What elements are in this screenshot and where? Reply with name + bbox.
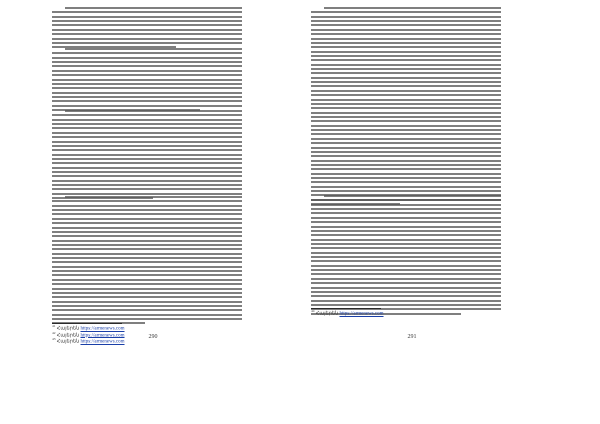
text-line — [311, 64, 501, 66]
text-line — [52, 29, 242, 31]
text-line — [311, 85, 501, 87]
text-line — [311, 59, 501, 61]
text-line — [311, 168, 501, 170]
text-line — [52, 175, 242, 177]
footnote-prefix: Հայերեն — [55, 339, 81, 345]
text-line — [311, 291, 501, 293]
footnote-prefix: Հայերեն — [55, 333, 81, 339]
text-line — [311, 155, 501, 157]
text-line — [311, 107, 501, 109]
text-line — [52, 38, 242, 40]
footnote-link[interactable]: https://armenews.com — [80, 333, 125, 339]
footnote-marker: 43 — [52, 337, 56, 341]
text-line — [52, 296, 242, 298]
text-line — [324, 195, 501, 197]
text-line — [52, 292, 242, 294]
text-line — [52, 213, 242, 215]
text-line — [311, 55, 501, 57]
text-line — [52, 240, 242, 242]
text-line — [52, 119, 242, 121]
text-line — [52, 87, 242, 89]
text-line — [311, 81, 501, 83]
text-line — [52, 114, 242, 116]
text-line — [311, 256, 501, 258]
text-line — [311, 24, 501, 26]
right-page-paragraph — [311, 195, 501, 317]
text-line — [52, 96, 242, 98]
text-line — [65, 7, 242, 9]
text-line — [311, 273, 501, 275]
text-line — [52, 16, 242, 18]
text-line — [311, 230, 501, 232]
text-line — [311, 112, 501, 114]
text-line — [311, 51, 501, 53]
text-line — [311, 38, 501, 40]
text-line — [52, 61, 242, 63]
text-line — [311, 125, 501, 127]
text-line — [311, 278, 501, 280]
footnote-separator — [311, 308, 381, 309]
text-line — [52, 261, 242, 263]
text-line — [311, 116, 501, 118]
text-line — [52, 105, 242, 107]
text-line — [311, 295, 501, 297]
text-line — [52, 145, 242, 147]
footnote — [311, 311, 384, 318]
text-line — [52, 227, 242, 229]
text-line — [311, 46, 501, 48]
text-line — [311, 177, 501, 179]
text-line — [311, 239, 501, 241]
text-line — [311, 269, 501, 271]
text-line — [52, 314, 242, 316]
text-line — [52, 70, 242, 72]
text-line — [311, 142, 501, 144]
text-line — [311, 234, 501, 236]
text-line — [311, 186, 501, 188]
text-line — [324, 7, 501, 9]
text-line — [52, 288, 242, 290]
text-line — [311, 212, 501, 214]
left-page-paragraph — [52, 196, 242, 327]
text-line — [311, 160, 501, 162]
text-line — [52, 283, 242, 285]
text-line — [311, 217, 501, 219]
text-line — [52, 83, 242, 85]
text-line — [52, 184, 242, 186]
text-line — [52, 231, 242, 233]
text-line — [52, 180, 242, 182]
text-line — [52, 270, 242, 272]
text-line — [65, 196, 242, 198]
text-line — [311, 147, 501, 149]
left-page-paragraph — [52, 48, 242, 113]
footnote — [52, 339, 125, 346]
text-line — [52, 141, 242, 143]
footnote-marker: 44 — [311, 309, 315, 313]
text-line — [52, 42, 242, 44]
text-line — [52, 162, 242, 164]
text-line — [311, 72, 501, 74]
footnote-link[interactable]: https://armenews.com — [80, 339, 125, 345]
text-line — [311, 221, 501, 223]
text-line — [52, 218, 242, 220]
text-line — [65, 110, 242, 112]
footnote-prefix: Հայերեն — [55, 326, 81, 332]
text-line — [311, 129, 501, 131]
text-line — [311, 20, 501, 22]
text-line — [52, 79, 242, 81]
text-line — [52, 305, 242, 307]
text-line — [52, 11, 242, 13]
text-line — [52, 309, 242, 311]
text-line — [52, 136, 242, 138]
text-line — [52, 274, 242, 276]
text-line — [52, 235, 242, 237]
text-line — [311, 300, 501, 302]
text-line — [52, 74, 242, 76]
footnote-link[interactable]: https://armenews.com — [80, 326, 125, 332]
text-line — [52, 193, 242, 195]
text-line — [311, 208, 501, 210]
text-line — [311, 247, 501, 249]
footnote-link[interactable]: https://armenews.com — [339, 311, 384, 317]
text-line — [311, 68, 501, 70]
text-line — [52, 205, 242, 207]
text-line — [311, 29, 501, 31]
text-line — [311, 77, 501, 79]
text-line — [52, 123, 242, 125]
text-line — [52, 209, 242, 211]
text-line — [52, 318, 242, 320]
page-number: 291 — [407, 334, 417, 340]
text-line — [311, 199, 501, 201]
text-line — [311, 120, 501, 122]
text-line — [52, 65, 242, 67]
text-line — [52, 222, 242, 224]
text-line — [311, 164, 501, 166]
text-line — [52, 301, 242, 303]
text-line — [311, 226, 501, 228]
text-line — [52, 127, 242, 129]
text-line — [311, 190, 501, 192]
text-line — [311, 204, 501, 206]
right-page-paragraph — [311, 7, 501, 208]
text-line — [52, 52, 242, 54]
text-line — [311, 260, 501, 262]
text-line — [311, 99, 501, 101]
footnote-prefix: Հայերեն — [314, 311, 340, 317]
text-line — [52, 154, 242, 156]
text-line — [52, 20, 242, 22]
text-line — [311, 243, 501, 245]
text-line — [311, 265, 501, 267]
text-line — [311, 42, 501, 44]
text-line — [52, 248, 242, 250]
text-line — [311, 304, 501, 306]
text-line — [311, 90, 501, 92]
text-line — [52, 167, 242, 169]
text-line — [52, 188, 242, 190]
footnote-marker: 42 — [52, 330, 56, 335]
text-line — [52, 57, 242, 59]
text-line — [52, 171, 242, 173]
text-line — [311, 103, 501, 105]
footnote-separator — [52, 323, 122, 324]
text-line — [52, 253, 242, 255]
text-line — [52, 158, 242, 160]
text-line — [52, 149, 242, 151]
text-line — [52, 279, 242, 281]
footnote-marker: 41 — [52, 324, 56, 328]
text-line — [311, 16, 501, 18]
page-number: 290 — [148, 334, 158, 340]
text-line — [311, 11, 501, 13]
text-line — [311, 138, 501, 140]
text-line — [52, 200, 242, 202]
text-line — [52, 244, 242, 246]
text-line — [52, 266, 242, 268]
text-line — [311, 133, 501, 135]
text-line — [52, 257, 242, 259]
text-line — [311, 287, 501, 289]
text-line — [311, 151, 501, 153]
text-line — [311, 94, 501, 96]
left-page-paragraph — [52, 110, 242, 202]
text-line — [311, 173, 501, 175]
right-page — [300, 0, 600, 424]
text-line — [52, 33, 242, 35]
text-line — [311, 33, 501, 35]
text-line — [52, 132, 242, 134]
text-line — [52, 100, 242, 102]
text-line — [52, 92, 242, 94]
text-line — [311, 181, 501, 183]
left-page-paragraph — [52, 7, 242, 51]
text-line — [65, 48, 242, 50]
text-line — [311, 282, 501, 284]
text-line — [311, 252, 501, 254]
text-line — [52, 24, 242, 26]
